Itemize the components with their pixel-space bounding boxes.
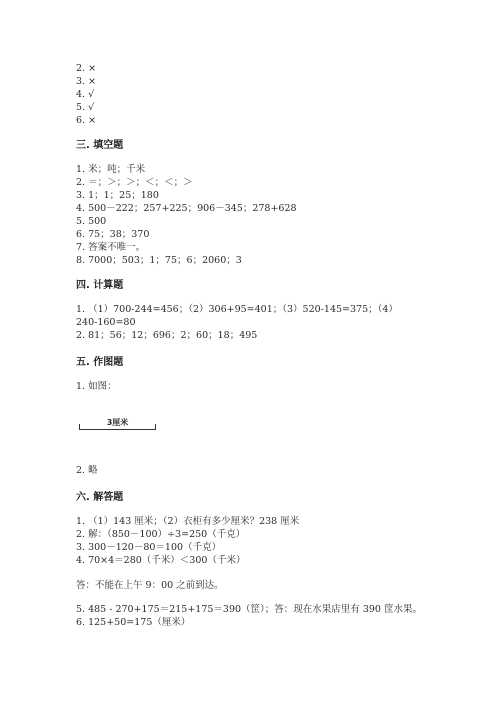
word-problem-answer-2: 2. 解：（850－100）÷3=250（千克） <box>76 529 246 540</box>
word-problem-answer-6: 6. 125+50=175（厘米） <box>76 617 191 628</box>
section-heading-word-problems: 六. 解答题 <box>76 492 124 503</box>
fill-blank-answer-6: 6. 75；38；370 <box>76 229 150 240</box>
word-problem-answer-1: 1. （1）143 厘米；（2）衣柜有多少厘米？238 厘米 <box>76 516 300 527</box>
fill-blank-answer-4: 4. 500－222；257+225；906－345；278+628 <box>76 203 297 214</box>
judge-answer-3: 3. × <box>76 76 97 87</box>
drawing-answer-1: 1. 如图： <box>76 381 117 392</box>
judge-answer-5: 5. √ <box>76 102 95 113</box>
fill-blank-answer-2: 2. ＝；＞；＞；＜；＜；＞ <box>76 177 193 188</box>
segment-left-tick <box>79 424 80 430</box>
fill-blank-answer-8: 8. 7000；503；1；75；6；2060；3 <box>76 255 242 266</box>
fill-blank-answer-7: 7. 答案不唯一。 <box>76 242 146 253</box>
calculation-answer-2: 2. 81；56；12；696；2；60；18；495 <box>76 330 258 341</box>
segment-line <box>79 429 156 430</box>
fill-blank-answer-1: 1. 米；吨；千米 <box>76 164 146 175</box>
word-problem-answer-3: 3. 300－120－80＝100（千克） <box>76 542 222 553</box>
fill-blank-answer-3: 3. 1；1；25；180 <box>76 190 159 201</box>
judge-answer-2: 2. × <box>76 63 97 74</box>
line-segment-figure <box>79 418 156 432</box>
judge-answer-6: 6. × <box>76 115 97 126</box>
drawing-answer-2: 2. 略 <box>76 465 98 476</box>
segment-length-label: 3厘米 <box>106 418 129 427</box>
word-problem-answer-4: 4. 70×4＝280（千米）＜300（千米） <box>76 555 246 566</box>
segment-right-tick <box>155 424 156 430</box>
judge-answer-4: 4. √ <box>76 89 95 100</box>
calculation-answer-1: 1. （1）700-244=456；（2）306+95=401；（3）520-145=375；（4）240-160=80 <box>76 304 398 328</box>
word-problem-conclusion: 答：不能在上午 9：00 之前到达。 <box>76 580 224 591</box>
word-problem-answer-5: 5. 485 - 270+175＝215+175＝390（筐）；答：现在水果店里有 390 筐水果。 <box>76 604 422 615</box>
section-heading-calculation: 四. 计算题 <box>76 280 124 291</box>
section-heading-fill-blank: 三. 填空题 <box>76 140 124 151</box>
section-heading-drawing: 五. 作图题 <box>76 357 124 368</box>
fill-blank-answer-5: 5. 500 <box>76 216 107 227</box>
